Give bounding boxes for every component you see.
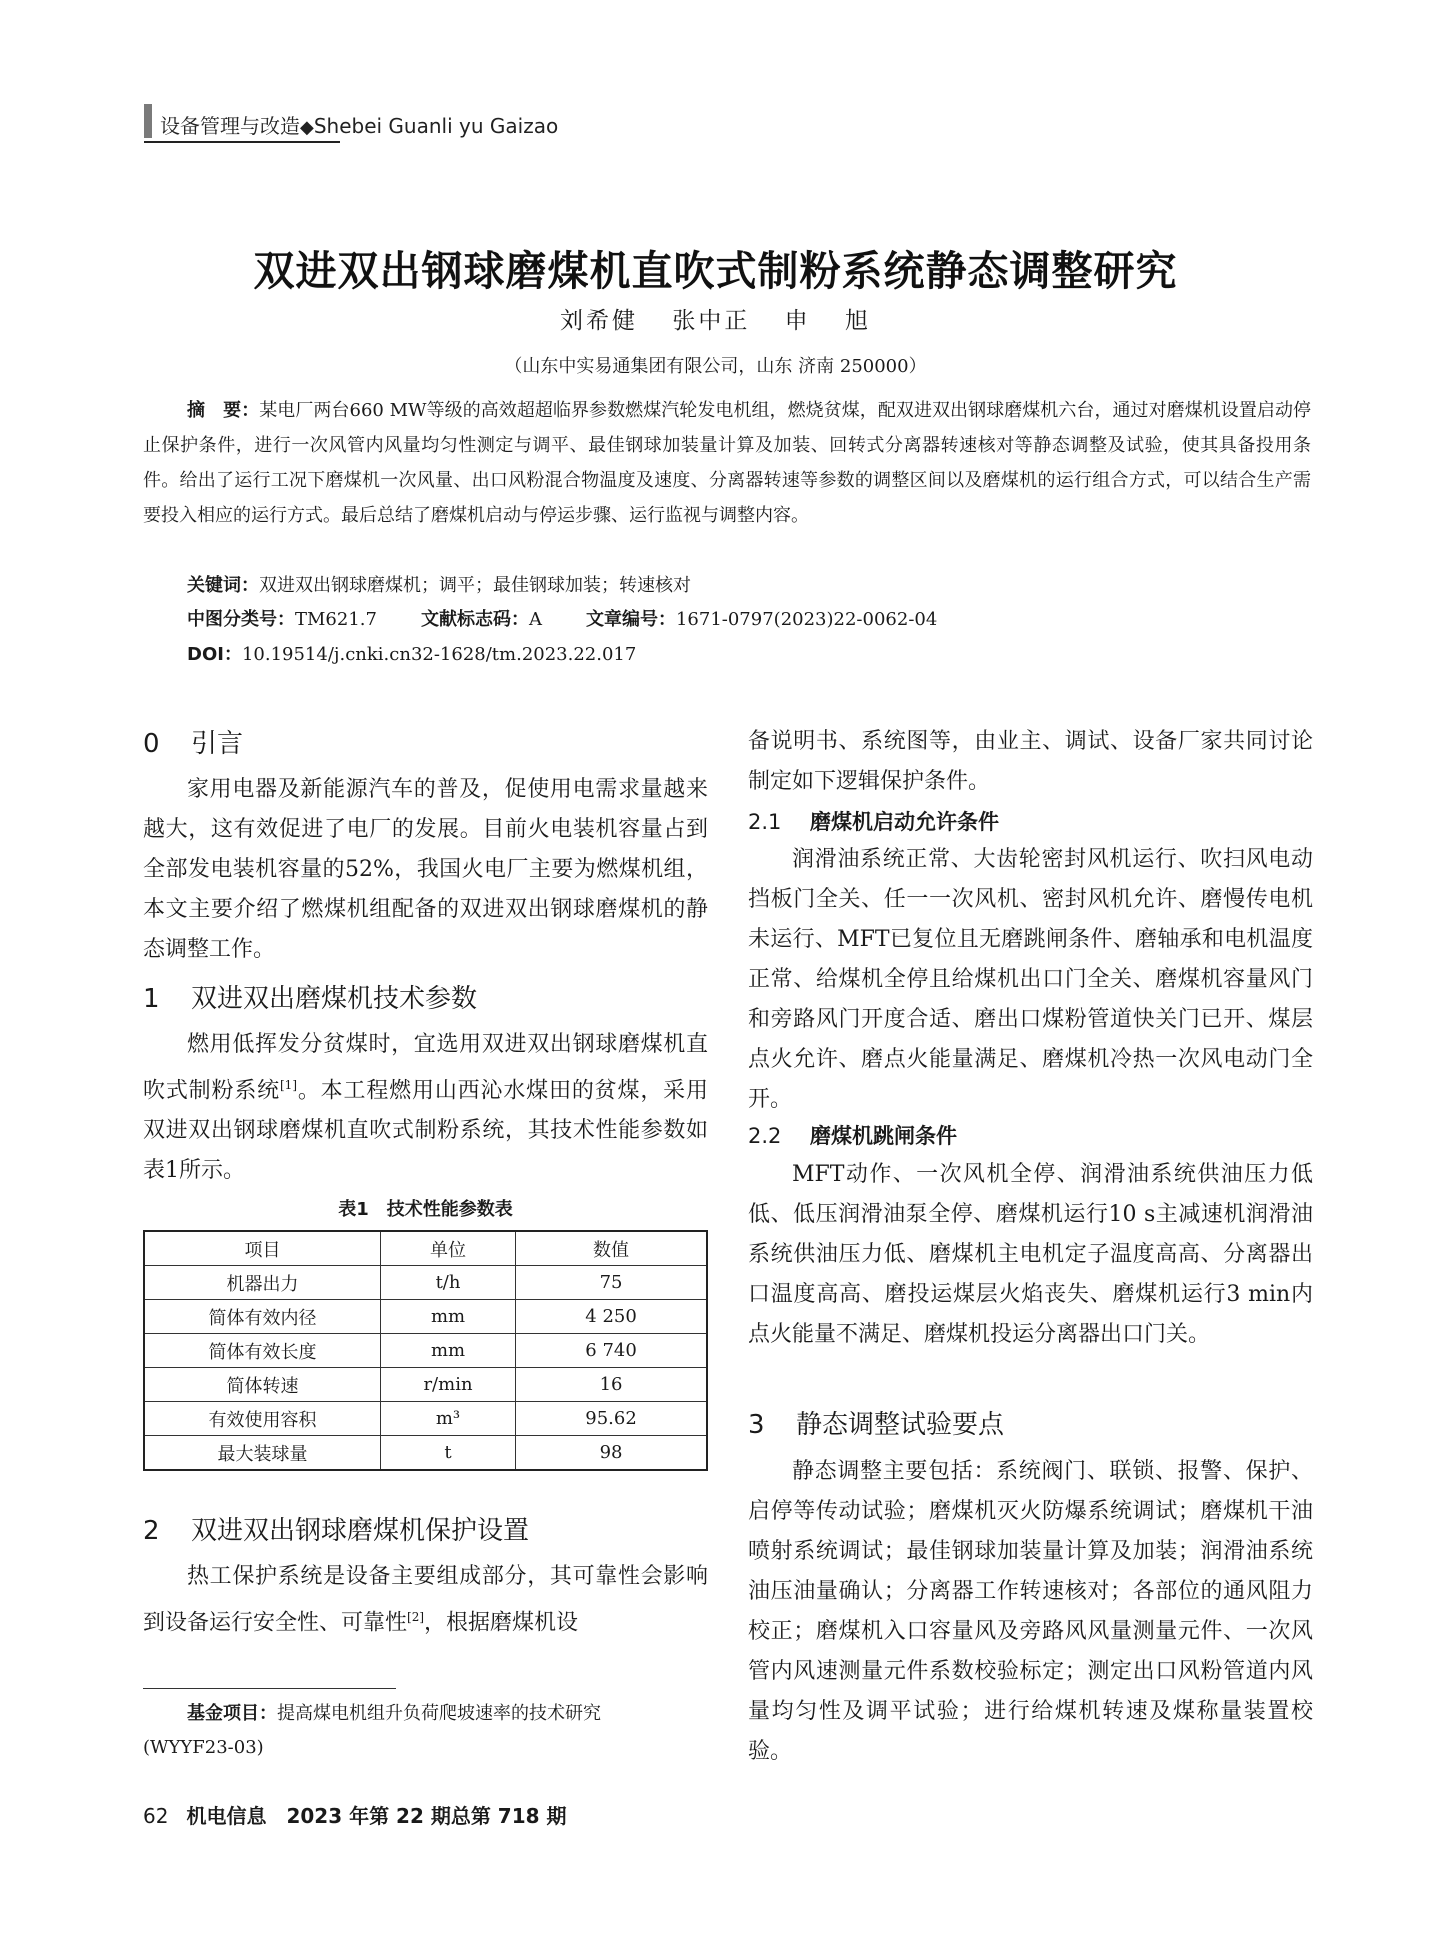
- table-row: 简体有效内径 mm 4 250: [144, 1300, 707, 1334]
- article-affiliation: （山东中实易通集团有限公司，山东 济南 250000）: [504, 356, 927, 377]
- funding-footnote: 基金项目：提高煤电机组升负荷爬坡速率的技术研究 (WYYF23-03): [143, 1703, 601, 1758]
- header-bar: [144, 104, 152, 138]
- section-heading-2: 2 双进双出钢球磨煤机保护设置: [143, 1516, 530, 1546]
- section-1-paragraph: 燃用低挥发分贫煤时，宜选用双进双出钢球磨煤机直吹式制粉系统[1]。本工程燃用山西沁水煤田的贫煤，采用双进双出钢球磨煤机直吹式制粉系统，其技术性能参数如表1所示。: [143, 1032, 708, 1184]
- table-header-cell: 数值: [516, 1231, 707, 1266]
- table-row: 有效使用容积 m³ 95.62: [144, 1402, 707, 1436]
- section-2-paragraph-left: 热工保护系统是设备主要组成部分，其可靠性会影响到设备运行安全性、可靠性[2]，根据磨煤机设: [143, 1564, 708, 1636]
- tech-params-table: [143, 1230, 708, 1471]
- section-2-paragraph-continued: 备说明书、系统图等，由业主、调试、设备厂家共同讨论制定如下逻辑保护条件。: [748, 729, 1313, 794]
- journal-issue: 机电信息 2023 年第 22 期总第 718 期: [186, 1804, 567, 1828]
- footnote-rule: [143, 1688, 396, 1689]
- page-footer: [143, 1800, 567, 1829]
- page-number: 62: [143, 1804, 169, 1828]
- section-heading-1: 1 双进双出磨煤机技术参数: [143, 984, 478, 1014]
- article-authors: 刘希健 张中正 申 旭: [560, 308, 871, 334]
- table-caption: 表1 技术性能参数表: [338, 1199, 513, 1220]
- section-heading-0: 0 引言: [143, 729, 244, 759]
- keywords: 关键词：双进双出钢球磨煤机；调平；最佳钢球加装；转速核对: [187, 575, 691, 596]
- subsection-2-2-paragraph: MFT动作、一次风机全停、润滑油系统供油压力低低、低压润滑油泵全停、磨煤机运行10 s主减速机润滑油系统供油压力低、磨煤机主电机定子温度高高、分离器出口温度高高、磨投运煤层火焰丧失、磨煤机运行3 min内点火能量不满足、磨煤机投运分离器出口门关。: [748, 1162, 1313, 1347]
- section-heading-3: 3 静态调整试验要点: [748, 1410, 1005, 1440]
- table-header-cell: 单位: [380, 1231, 515, 1266]
- citation-1: [1]: [280, 1078, 297, 1092]
- running-header: 设备管理与改造◆Shebei Guanli yu Gaizao: [160, 114, 559, 138]
- table-row: 简体转速 r/min 16: [144, 1368, 707, 1402]
- article-title: 双进双出钢球磨煤机直吹式制粉系统静态调整研究: [253, 247, 1178, 295]
- table-header-row: [144, 1231, 707, 1266]
- table-row: 机器出力 t/h 75: [144, 1266, 707, 1300]
- subsection-heading-2-2: 2.2 磨煤机跳闸条件: [748, 1124, 957, 1148]
- subsection-heading-2-1: 2.1 磨煤机启动允许条件: [748, 810, 999, 834]
- abstract: [143, 393, 1311, 533]
- classification-line: 中图分类号：TM621.7 文献标志码：A 文章编号：1671-0797(2023)22-0062-04: [187, 609, 938, 630]
- header-underline: [144, 141, 340, 143]
- citation-2: [2]: [407, 1610, 425, 1624]
- subsection-2-1-paragraph: 润滑油系统正常、大齿轮密封风机运行、吹扫风电动挡板门全关、任一一次风机、密封风机允许、磨慢传电机未运行、MFT已复位且无磨跳闸条件、磨轴承和电机温度正常、给煤机全停且给煤机出口门全关、磨煤机容量风门和旁路风门开度合适、磨出口煤粉管道快关门已开、煤层点火允许、磨点火能量满足、磨煤机冷热一次风电动门全开。: [748, 847, 1313, 1112]
- table-header-cell: 项目: [144, 1231, 380, 1266]
- section-0-paragraph: 家用电器及新能源汽车的普及，促使用电需求量越来越大，这有效促进了电厂的发展。目前火电装机容量占到全部发电装机容量的52%，我国火电厂主要为燃煤机组，本文主要介绍了燃煤机组配备的双进双出钢球磨煤机的静态调整工作。: [143, 777, 708, 962]
- table-row: 最大装球量 t 98: [144, 1436, 707, 1471]
- section-3-paragraph: 静态调整主要包括：系统阀门、联锁、报警、保护、启停等传动试验；磨煤机灭火防爆系统调试；磨煤机干油喷射系统调试；最佳钢球加装量计算及加装；润滑油系统油压油量确认；分离器工作转速核对；各部位的通风阻力校正；磨煤机入口容量风及旁路风风量测量元件、一次风管内风速测量元件系数校验标定；测定出口风粉管道内风量均匀性及调平试验；进行给煤机转速及煤称量装置校验。: [748, 1459, 1313, 1764]
- abstract-text: 某电厂两台660 MW等级的高效超超临界参数燃煤汽轮发电机组，燃烧贫煤，配双进双出钢球磨煤机六台，通过对磨煤机设置启动停止保护条件，进行一次风管内风量均匀性测定与调平、最佳钢球加装量计算及加装、回转式分离器转速核对等静态调整及试验，使其具备投用条件。给出了运行工况下磨煤机一次风量、出口风粉混合物温度及速度、分离器转速等参数的调整区间以及磨煤机的运行组合方式，可以结合生产需要投入相应的运行方式。最后总结了磨煤机启动与停运步骤、运行监视与调整内容。: [143, 400, 1311, 526]
- table-row: 简体有效长度 mm 6 740: [144, 1334, 707, 1368]
- abstract-label: 摘 要：: [187, 400, 260, 421]
- doi-line: DOI：10.19514/j.cnki.cn32-1628/tm.2023.22.017: [187, 644, 637, 665]
